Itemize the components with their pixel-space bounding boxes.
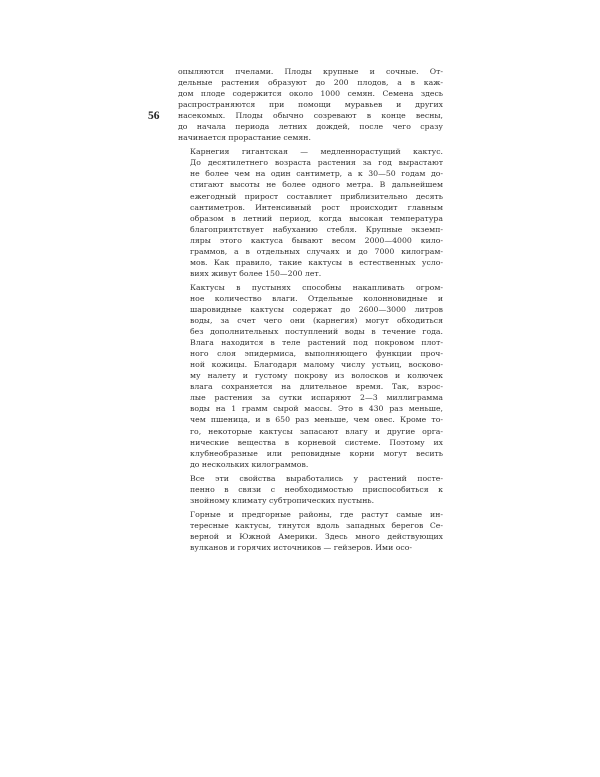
text-line: верной и Южной Америки. Здесь много действующих: [190, 531, 443, 541]
text-line: нические вещества в корневой системе. Поэтому их: [190, 437, 443, 447]
text-line: тересные кактусы, тянутся вдоль западных берегов Се-: [190, 520, 443, 530]
text-line: му налету и густому покрову из волосков и колючек: [190, 371, 443, 381]
text-line: не более чем на один сантиметр, а к 30—50 годам до-: [190, 169, 443, 179]
text-line: распространяются при помощи муравьев и других: [178, 100, 443, 110]
text-line: ное количество влаги. Отдельные колонновидные и: [190, 293, 443, 303]
text-line: опыляются пчелами. Плоды крупные и сочные. От-: [178, 67, 443, 76]
text-line: сантиметров. Интенсивный рост происходит главным: [190, 202, 443, 212]
text-line: до нескольких килограммов.: [190, 459, 309, 469]
text-line: го, некоторые кактусы запасают влагу и другие орга-: [190, 426, 443, 436]
text-line: Кактусы в пустынях способны накапливать огром-: [190, 282, 443, 292]
text-line: дельные растения образуют до 200 плодов, а в каж-: [178, 78, 443, 88]
page-number: 56: [148, 110, 160, 122]
body-text-column: [178, 66, 443, 556]
text-line: ной кожицы. Благодаря малому числу устьиц, восково-: [190, 360, 443, 370]
text-line: Влага находится в теле растений под покровом плот-: [190, 338, 443, 348]
text-line: насекомых. Плоды обычно созревают в конце весны,: [178, 111, 443, 121]
text-line: до начала периода летних дождей, после чего сразу: [178, 122, 443, 132]
text-line: ежегодный прирост составляет приблизительно десять: [190, 191, 443, 201]
paragraph: [178, 146, 443, 279]
text-line: Все эти свойства выработались у растений посте-: [190, 473, 443, 483]
text-line: виях живут более 150—200 лет.: [190, 268, 322, 278]
text-line: клубнеобразные или реповидные корни могут весить: [190, 448, 443, 458]
text-line: воды, за счет чего они (карнегия) могут обходиться: [190, 316, 443, 326]
text-line: чем пшеница, и в 650 раз меньше, чем овес. Кроме то-: [190, 415, 443, 425]
text-line: знойному климату субтропических пустынь.: [190, 495, 375, 505]
text-line: благоприятствует набуханию стебля. Крупные экземп-: [190, 224, 443, 234]
text-line: пенно в связи с необходимостью приспособиться к: [190, 484, 443, 494]
text-line: ляры этого кактуса бывают весом 2000—4000 кило-: [190, 235, 443, 245]
text-line: вулканов и горячих источников — гейзеров. Ими осо-: [190, 542, 413, 552]
text-line: мов. Как правило, такие кактусы в естественных усло-: [190, 257, 443, 267]
text-line: воды на 1 грамм сырой массы. Это в 430 раз меньше,: [190, 404, 443, 414]
text-line: До десятилетнего возраста растения за год вырастают: [190, 158, 443, 168]
paragraph: [178, 66, 443, 143]
text-line: шаровидные кактусы содержат до 2600—3000 литров: [190, 304, 443, 314]
text-line: без дополнительных поступлений воды в течение года.: [190, 327, 443, 337]
text-line: Горные и предгорные районы, где растут самые ин-: [190, 509, 443, 519]
text-line: лые растения за сутки испаряют 2—3 миллиграмма: [190, 393, 443, 403]
text-line: начинается прорастание семян.: [178, 133, 311, 143]
text-line: стигают высоты не более одного метра. В дальнейшем: [190, 180, 443, 190]
text-line: Карнегия гигантская — медленнорастущий кактус.: [190, 147, 443, 157]
text-line: влага сохраняется на длительное время. Так, взрос-: [190, 382, 443, 392]
text-line: образом в летний период, когда высокая температура: [190, 213, 443, 223]
paragraph: [178, 473, 443, 506]
text-line: ного слоя эпидермиса, выполняющего функции проч-: [190, 349, 443, 359]
paragraph: [178, 509, 443, 553]
paragraph: [178, 282, 443, 470]
text-line: граммов, а в отдельных случаях и до 7000 килограм-: [190, 246, 443, 256]
text-line: дом плоде содержится около 1000 семян. Семена здесь: [178, 89, 443, 99]
